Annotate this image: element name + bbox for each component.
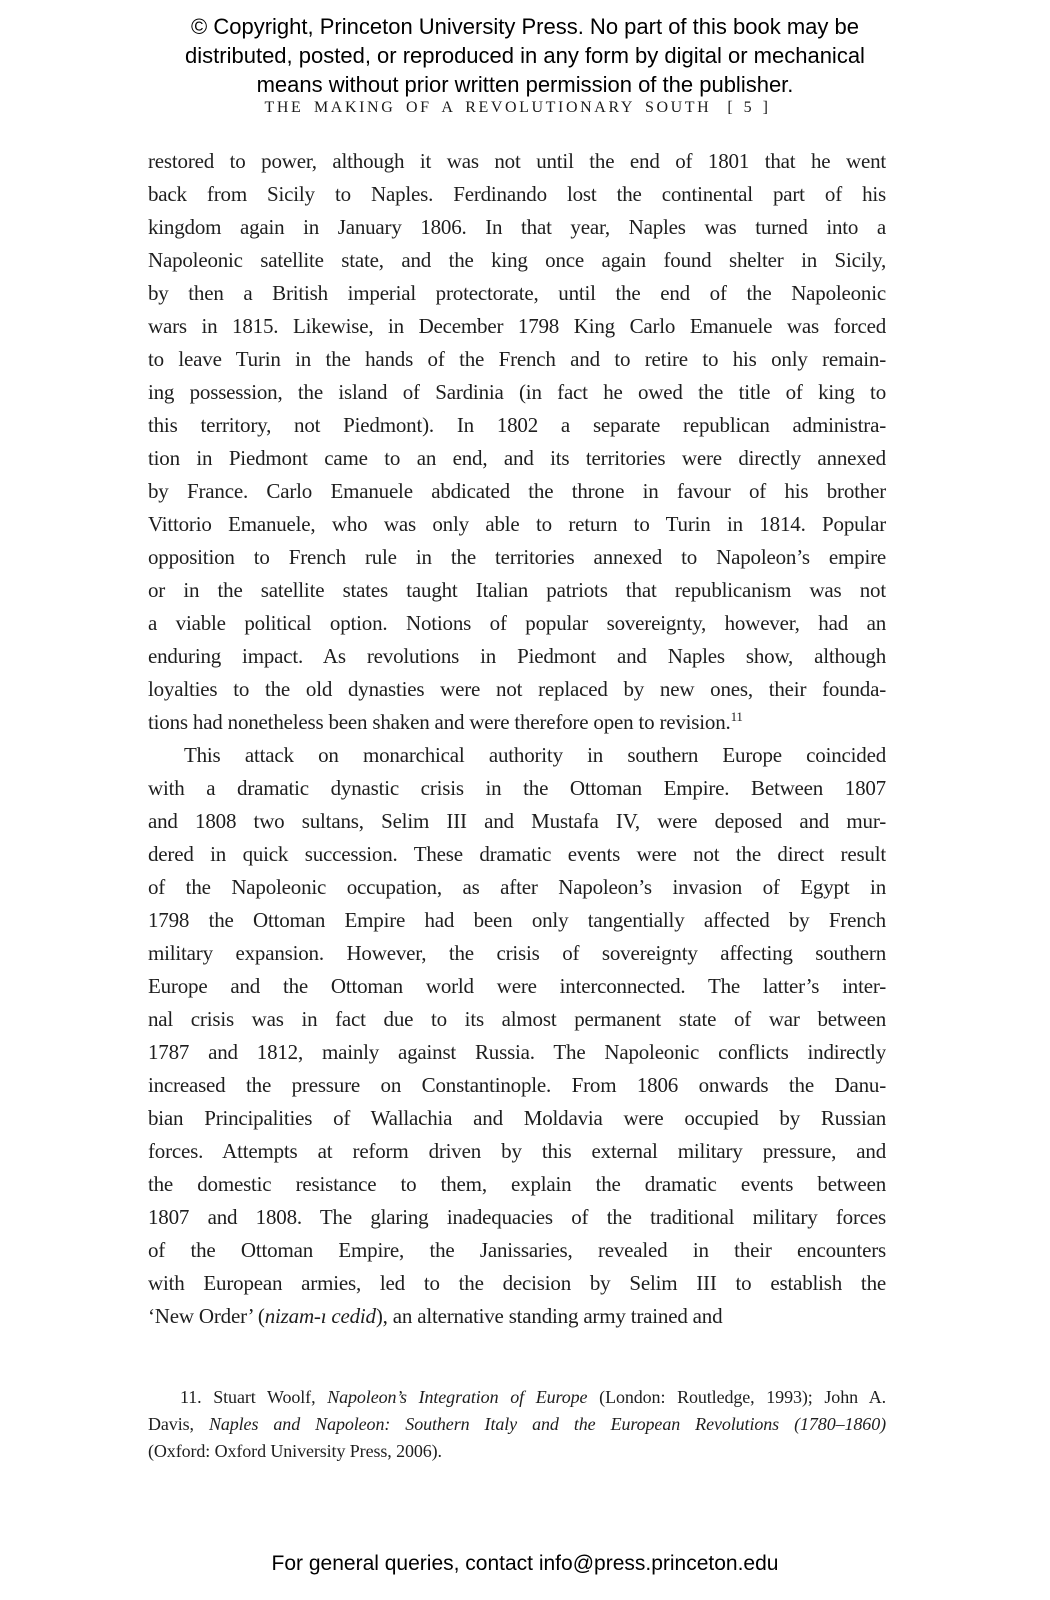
body-text bbox=[148, 145, 886, 1333]
text-line: bian Principalities of Wallachia and Moldavia were occupied by Russian bbox=[148, 1106, 886, 1130]
text-line: 1798 the Ottoman Empire had been only tangentially affected by French bbox=[148, 908, 886, 932]
paragraph bbox=[148, 739, 886, 1333]
text-line: the domestic resistance to them, explain the dramatic events between bbox=[148, 1172, 886, 1196]
text-line: of the Ottoman Empire, the Janissaries, revealed in their encounters bbox=[148, 1238, 886, 1262]
text-line: nal crisis was in fact due to its almost permanent state of war between bbox=[148, 1007, 886, 1031]
text-line: tions had nonetheless been shaken and were therefore open to revision.$^{11}$ bbox=[148, 709, 743, 734]
text-line: with European armies, led to the decision by Selim III to establish the bbox=[148, 1271, 886, 1295]
text-line: Vittorio Emanuele, who was only able to return to Turin in 1814. Popular bbox=[148, 512, 886, 536]
text-line: tion in Piedmont came to an end, and its territories were directly annexed bbox=[148, 446, 886, 470]
page-footer bbox=[0, 1552, 1050, 1576]
text-line: Europe and the Ottoman world were interconnected. The latter’s inter- bbox=[148, 974, 886, 998]
text-line: opposition to French rule in the territories annexed to Napoleon’s empire bbox=[148, 545, 886, 569]
text-line: and 1808 two sultans, Selim III and Mustafa IV, were deposed and mur- bbox=[148, 809, 886, 833]
text-line: ing possession, the island of Sardinia (in fact he owed the title of king to bbox=[148, 380, 886, 404]
text-line: by France. Carlo Emanuele abdicated the throne in favour of his brother bbox=[148, 479, 886, 503]
text-line: a viable political option. Notions of popular sovereignty, however, had an bbox=[148, 611, 886, 635]
text-line: This attack on monarchical authority in southern Europe coincided bbox=[184, 743, 886, 767]
contact-info: For general queries, contact info@press.princeton.edu bbox=[271, 1552, 779, 1575]
text-line: by then a British imperial protectorate, until the end of the Napoleonic bbox=[148, 281, 886, 305]
text-line: ‘New Order’ (nizam-ı cedid), an alternative standing army trained and bbox=[148, 1304, 723, 1328]
text-line: Davis, Naples and Napoleon: Southern Italy and the European Revolutions (1780–1860) bbox=[148, 1414, 886, 1434]
text-line: this territory, not Piedmont). In 1802 a separate republican administra- bbox=[148, 413, 886, 437]
text-line: military expansion. However, the crisis of sovereignty affecting southern bbox=[148, 941, 886, 965]
text-line: kingdom again in January 1806. In that year, Naples was turned into a bbox=[148, 215, 886, 239]
text-line: back from Sicily to Naples. Ferdinando lost the continental part of his bbox=[148, 182, 886, 206]
text-line: (Oxford: Oxford University Press, 2006). bbox=[148, 1441, 442, 1461]
text-line: with a dramatic dynastic crisis in the Ottoman Empire. Between 1807 bbox=[148, 776, 886, 800]
text-line: 1787 and 1812, mainly against Russia. The Napoleonic conflicts indirectly bbox=[148, 1040, 886, 1064]
running-head bbox=[148, 99, 886, 117]
text-line: increased the pressure on Constantinople. From 1806 onwards the Danu- bbox=[148, 1073, 886, 1097]
page-number: [ 5 ] bbox=[727, 99, 770, 116]
paragraph bbox=[148, 145, 886, 739]
text-line: loyalties to the old dynasties were not replaced by new ones, their founda- bbox=[148, 677, 886, 701]
footnote bbox=[148, 1384, 886, 1465]
footnote-reference: 11 bbox=[730, 709, 743, 724]
text-line: restored to power, although it was not until the end of 1801 that he went bbox=[148, 149, 886, 173]
text-line: to leave Turin in the hands of the French and to retire to his only remain- bbox=[148, 347, 886, 371]
text-line: 1807 and 1808. The glaring inadequacies of the traditional military forces bbox=[148, 1205, 886, 1229]
text-line: dered in quick succession. These dramatic events were not the direct result bbox=[148, 842, 886, 866]
text-line: forces. Attempts at reform driven by this external military pressure, and bbox=[148, 1139, 886, 1163]
text-line: Napoleonic satellite state, and the king once again found shelter in Sicily, bbox=[148, 248, 886, 272]
text-line: wars in 1815. Likewise, in December 1798 King Carlo Emanuele was forced bbox=[148, 314, 886, 338]
text-line: 11. Stuart Woolf, Napoleon’s Integration of Europe (London: Routledge, 1993); John A. bbox=[180, 1387, 886, 1407]
copyright-line: © Copyright, Princeton University Press. No part of this book may be bbox=[191, 14, 859, 39]
text-line: enduring impact. As revolutions in Piedmont and Naples show, although bbox=[148, 644, 886, 668]
running-head-title: THE MAKING OF A REVOLUTIONARY SOUTH bbox=[264, 99, 712, 116]
copyright-line: means without prior written permission of the publisher. bbox=[256, 72, 794, 97]
copyright-notice bbox=[0, 12, 1050, 99]
text-line: of the Napoleonic occupation, as after Napoleon’s invasion of Egypt in bbox=[148, 875, 886, 899]
copyright-line: distributed, posted, or reproduced in any form by digital or mechanical bbox=[185, 43, 865, 68]
text-line: or in the satellite states taught Italian patriots that republicanism was not bbox=[148, 578, 886, 602]
